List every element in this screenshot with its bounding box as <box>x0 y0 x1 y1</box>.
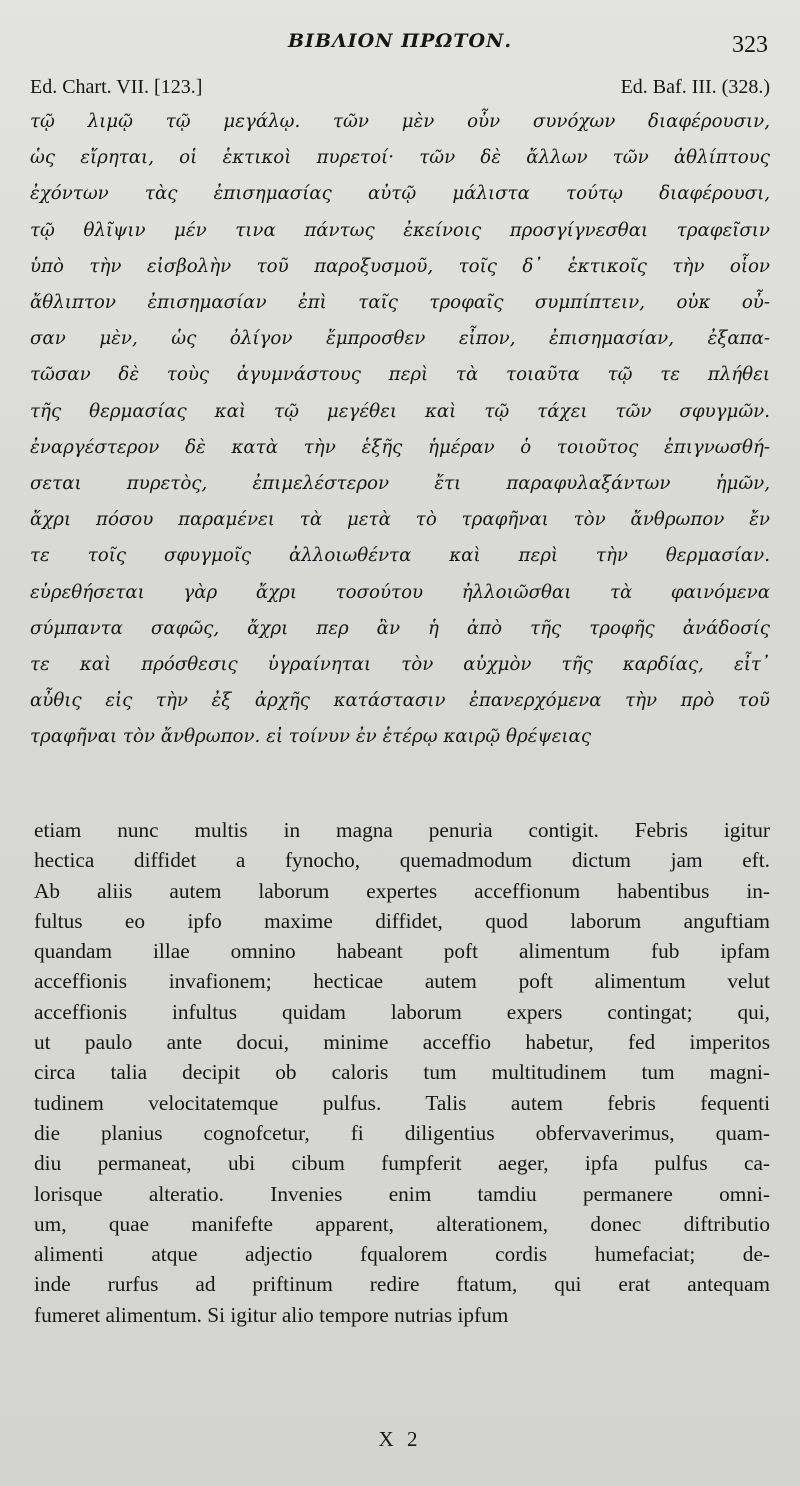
latin-text-line: ut paulo ante docui, minime acceffio habetur, fed imperitos <box>34 1030 770 1055</box>
latin-text-line: um, quae manifefte apparent, alterationem, donec diftributio <box>34 1211 770 1236</box>
latin-text-line: fultus eo ipfo maxime diffidet, quod laborum anguftiam <box>34 908 770 933</box>
greek-text-line: τε καὶ πρόσθεσις ὑγραίνηται τὸν αὐχμὸν τῆς καρδίας, εἶτ᾽ <box>30 654 770 676</box>
greek-text-line: ἄχρι πόσου παραμένει τὰ μετὰ τὸ τραφῆναι τὸν ἄνθρωπον ἔν <box>30 509 770 531</box>
latin-text-line: etiam nunc multis in magna penuria contigit. Febris igitur <box>34 818 770 842</box>
edition-references <box>30 76 770 106</box>
greek-text-line: τῷ θλῖψιν μέν τινα πάντως ἐκείνοις προσγίγνεσθαι τραφεῖσιν <box>30 219 770 241</box>
signature-mark: X 2 <box>378 1427 422 1451</box>
greek-text-line: ὡς εἴρηται, οἱ ἑκτικοὶ πυρετοί· τῶν δὲ ἄλλων τῶν ἀθλίπτους <box>30 147 770 169</box>
latin-text-line: fumeret alimentum. Si igitur alio tempore nutrias ipfum <box>34 1302 509 1327</box>
greek-text-line: τῷ λιμῷ τῷ μεγάλῳ. τῶν μὲν οὖν συνόχων διαφέρουσιν, <box>30 111 770 132</box>
latin-text-line: quandam illae omnino habeant poft alimentum fub ipfam <box>34 939 770 964</box>
edition-ref-basel: Ed. Baf. III. (328.) <box>620 76 770 98</box>
latin-text-line: alimenti atque adjectio fqualorem cordis humefaciat; de- <box>34 1242 770 1267</box>
latin-text-line: acceffionis infultus quidam laborum expers contingat; qui, <box>34 999 770 1024</box>
greek-text-block <box>30 104 770 756</box>
running-title: ΒΙΒΛΙΟΝ ΠΡΩΤΟΝ. <box>288 30 512 52</box>
greek-text-line: ἐχόντων τὰς ἐπισημασίας αὐτῷ μάλιστα τούτῳ διαφέρουσι, <box>30 183 770 205</box>
greek-text-line: τραφῆναι τὸν ἄνθρωπον. εἰ τοίνυν ἐν ἑτέρῳ καιρῷ θρέψειας <box>30 726 592 748</box>
greek-text-line: ἐναργέστερον δὲ κατὰ τὴν ἑξῆς ἡμέραν ὁ τοιοῦτος ἐπιγνωσθή- <box>30 436 770 458</box>
greek-text-line: σεται πυρετὸς, ἐπιμελέστερον ἔτι παραφυλαξάντων ἡμῶν, <box>30 473 770 495</box>
latin-text-block <box>34 815 770 1330</box>
greek-text-line: σαν μὲν, ὡς ὀλίγον ἔμπροσθεν εἶπον, ἐπισημασίαν, ἐξαπα- <box>30 328 770 350</box>
latin-text-line: diu permaneat, ubi cibum fumpferit aeger, ipfa pulfus ca- <box>34 1151 770 1176</box>
greek-text-line: ἄθλιπτον ἐπισημασίαν ἐπὶ ταῖς τροφαῖς συμπίπτειν, οὐκ οὖ- <box>30 292 770 314</box>
greek-text-line: σύμπαντα σαφῶς, ἄχρι περ ἂν ἡ ἀπὸ τῆς τροφῆς ἀνάδοσίς <box>30 617 770 639</box>
page-number: 323 <box>732 32 768 58</box>
latin-text-line: Ab aliis autem laborum expertes acceffionum habentibus in- <box>34 878 770 903</box>
greek-text-line: εὑρεθήσεται γὰρ ἄχρι τοσούτου ἠλλοιῶσθαι τὰ φαινόμενα <box>30 581 770 603</box>
latin-text-line: lorisque alteratio. Invenies enim tamdiu permanere omni- <box>34 1181 770 1206</box>
greek-text-line: τῶσαν δὲ τοὺς ἀγυμνάστους περὶ τὰ τοιαῦτα τῷ τε πλήθει <box>30 364 770 386</box>
latin-text-line: inde rurfus ad priftinum redire ftatum, qui erat antequam <box>34 1272 770 1297</box>
latin-text-line: die planius cognofcetur, fi diligentius obfervaverimus, quam- <box>34 1120 770 1145</box>
edition-ref-chartier: Ed. Chart. VII. [123.] <box>30 76 203 98</box>
greek-text-line: αὖθις εἰς τὴν ἐξ ἀρχῆς κατάστασιν ἐπανερχόμενα τὴν πρὸ τοῦ <box>30 690 770 712</box>
latin-text-line: hectica diffidet a fynocho, quemadmodum dictum jam eft. <box>34 848 770 873</box>
page-header <box>0 30 800 60</box>
latin-text-line: acceffionis invafionem; hecticae autem poft alimentum velut <box>34 969 770 994</box>
latin-text-line: circa talia decipit ob caloris tum multitudinem tum magni- <box>34 1060 770 1085</box>
latin-text-line: tudinem velocitatemque pulfus. Talis autem febris fequenti <box>34 1090 770 1115</box>
greek-text-line: ὑπὸ τὴν εἰσβολὴν τοῦ παροξυσμοῦ, τοῖς δ᾽ ἑκτικοῖς τὴν οἷον <box>30 255 770 277</box>
greek-text-line: τε τοῖς σφυγμοῖς ἀλλοιωθέντα καὶ περὶ τὴν θερμασίαν. <box>30 545 770 567</box>
greek-text-line: τῆς θερμασίας καὶ τῷ μεγέθει καὶ τῷ τάχει τῶν σφυγμῶν. <box>30 400 770 422</box>
